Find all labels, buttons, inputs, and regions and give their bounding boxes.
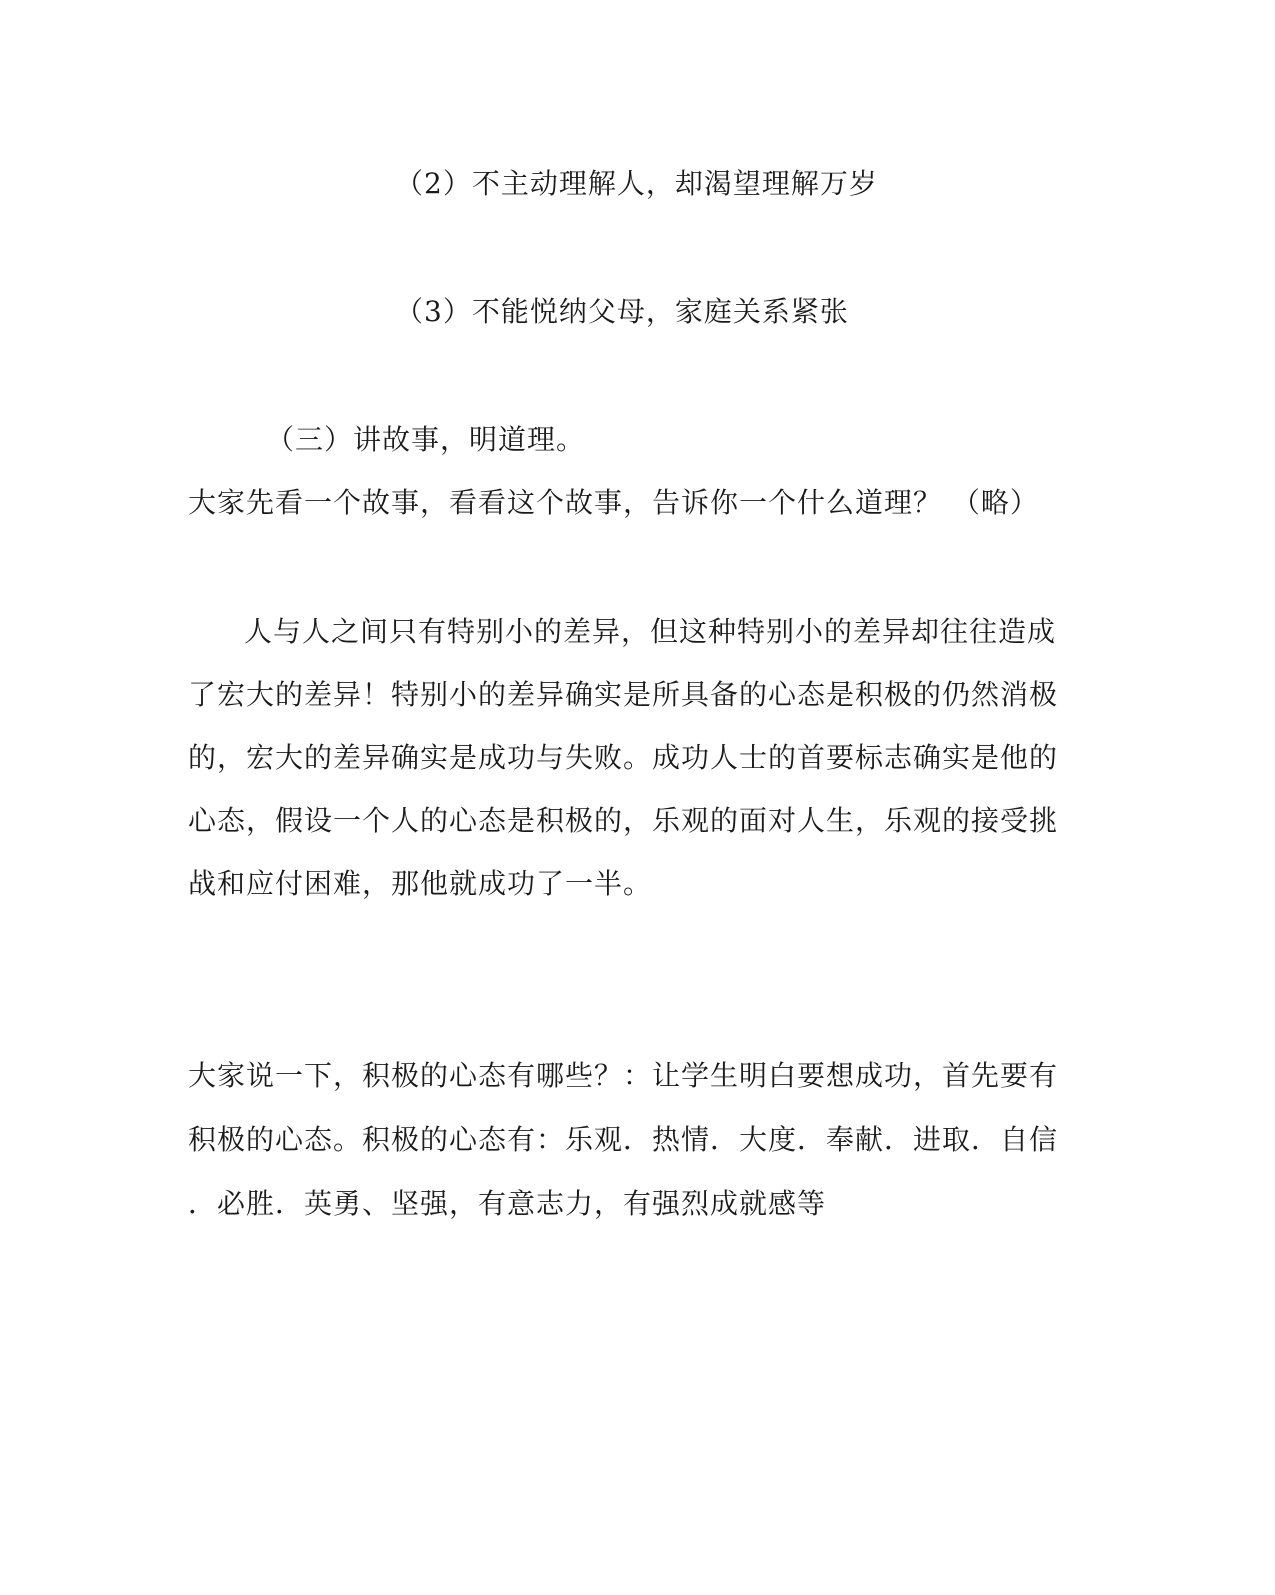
section-heading: （三）讲故事，明道理。 xyxy=(266,423,586,456)
list-item-3: （3）不能悦纳父母，家庭关系紧张 xyxy=(395,295,849,328)
paragraph-line: 人与人之间只有特别小的差异，但这种特别小的差异却往往造成 xyxy=(244,615,1057,648)
paragraph-line: 的，宏大的差异确实是成功与失败。成功人士的首要标志确实是他的 xyxy=(188,741,1059,774)
paragraph-line: 了宏大的差异！特别小的差异确实是所具备的心态是积极的仍然消极 xyxy=(188,678,1059,711)
paragraph-line: 大家说一下，积极的心态有哪些？：让学生明白要想成功，首先要有 xyxy=(188,1059,1059,1092)
paragraph-line: 战和应付困难，那他就成功了一半。 xyxy=(188,867,653,900)
paragraph-line: 心态，假设一个人的心态是积极的，乐观的面对人生，乐观的接受挑 xyxy=(188,804,1059,837)
section-intro: 大家先看一个故事，看看这个故事，告诉你一个什么道理？ （略） xyxy=(188,486,1039,519)
list-item-2: （2）不主动理解人，却渴望理解万岁 xyxy=(395,167,878,200)
paragraph-line: 积极的心态。积极的心态有：乐观．热情．大度．奉献．进取．自信 xyxy=(188,1123,1059,1156)
paragraph-line: ．必胜．英勇、坚强，有意志力，有强烈成就感等 xyxy=(188,1187,827,1220)
